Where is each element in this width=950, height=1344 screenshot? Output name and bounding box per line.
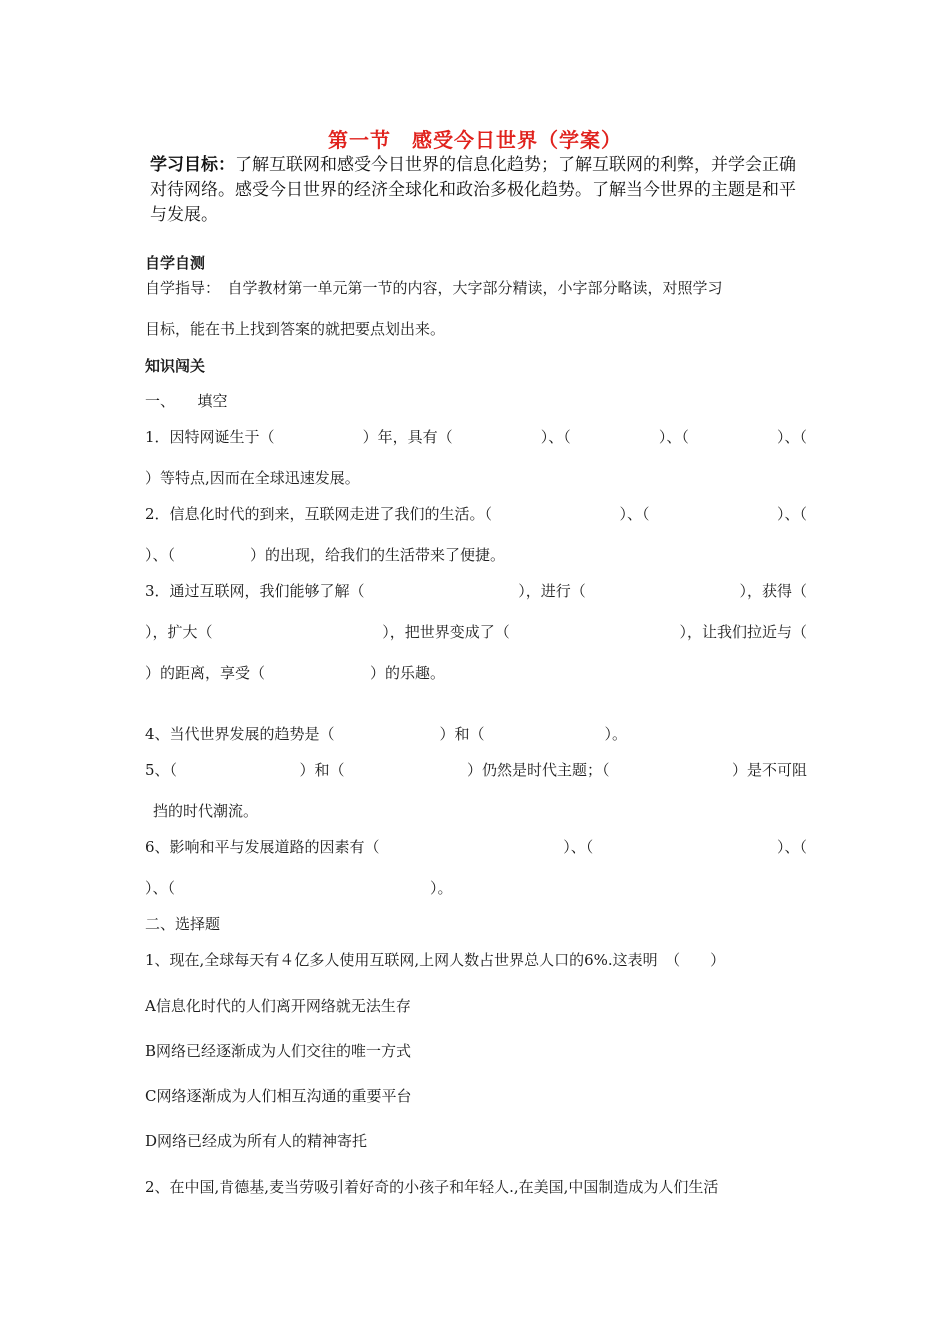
q5-part: ）和（ — [299, 761, 345, 779]
q6-part: ）、（ — [563, 838, 594, 856]
q6-part: ）、（ — [776, 838, 807, 856]
self-study-guide-line2: 目标，能在书上找到答案的就把要点划出来。 — [145, 320, 446, 338]
q1-part: 1．因特网诞生于（ — [145, 428, 275, 446]
question-6-line2: ）、（ ）。 — [145, 879, 453, 897]
q5-part: 5、（ — [145, 761, 178, 779]
self-study-guide-line1 — [145, 277, 807, 298]
question-6-line1 — [145, 836, 807, 857]
objectives-label: 学习目标： — [150, 155, 235, 175]
question-2-line2: ）、（ ）的出现，给我们的生活带来了便捷。 — [145, 546, 506, 564]
question-2-line1 — [145, 503, 807, 524]
question-1-line1 — [145, 426, 807, 447]
question-3-line2 — [145, 621, 807, 642]
page-title: 第一节 感受今日世界（学案） — [328, 128, 622, 152]
q3-part: ），把世界变成了（ — [382, 623, 510, 641]
q6-part: 6、影响和平与发展道路的因素有（ — [145, 838, 380, 856]
q2-part: ）、（ — [776, 505, 807, 523]
mc-question-1-option-a: A信息化时代的人们离开网络就无法生存 — [145, 997, 411, 1015]
question-5-line2: 挡的时代潮流。 — [153, 802, 259, 820]
q1-part: ）年，具有（ — [362, 428, 453, 446]
q2-part: ）、（ — [619, 505, 650, 523]
mc-question-1-stem: 1、现在,全球每天有４亿多人使用互联网,上网人数占世界总人口的6%.这表明 （ ） — [145, 951, 726, 969]
q1-part: ）、（ — [658, 428, 689, 446]
q2-part: 2．信息化时代的到来，互联网走进了我们的生活。（ — [145, 505, 493, 523]
question-1-line2: ）等特点,因而在全球迅速发展。 — [145, 469, 360, 487]
q3-part: 3．通过互联网，我们能够了解（ — [145, 582, 365, 600]
self-study-heading: 自学自测 — [145, 254, 206, 272]
guide-text-1: 自学指导： 自学教材第一单元第一节的内容，大字部分精读，小字部分略读，对照学习 — [145, 279, 723, 297]
mc-question-2-stem: 2、在中国,肯德基,麦当劳吸引着好奇的小孩子和年轻人.,在美国,中国制造成为人们生活 — [145, 1178, 719, 1196]
q1-part: ）、（ — [776, 428, 807, 446]
question-3-line3: ）的距离，享受（ ）的乐趣。 — [145, 664, 446, 682]
q3-part: ），扩大（ — [145, 623, 213, 641]
q3-part: ），获得（ — [739, 582, 807, 600]
question-3-line1 — [145, 580, 807, 601]
objectives-text: 了解互联网和感受今日世界的信息化趋势；了解互联网的利弊，并学会正确对待网络。感受今日世界的经济全球化和政治多极化趋势。了解当今世界的主题是和平与发展。 — [150, 155, 796, 225]
mc-question-1-option-b: B网络已经逐渐成为人们交往的唯一方式 — [145, 1042, 412, 1060]
mc-question-1-option-d: D网络已经成为所有人的精神寄托 — [145, 1132, 368, 1150]
q5-part: ）仍然是时代主题；（ — [467, 761, 610, 779]
knowledge-heading: 知识闯关 — [145, 357, 206, 375]
section-multiple-choice: 二、选择题 — [145, 915, 221, 933]
mc-question-1-option-c: C网络逐渐成为人们相互沟通的重要平台 — [145, 1087, 412, 1105]
learning-objectives — [150, 153, 802, 228]
question-4: 4、当代世界发展的趋势是（ ）和（ ）。 — [145, 725, 628, 743]
q3-part: ），进行（ — [518, 582, 586, 600]
section-fill-blank: 一、 填空 — [145, 392, 228, 410]
q3-part: ），让我们拉近与（ — [679, 623, 807, 641]
q5-part: ）是不可阻 — [731, 761, 807, 779]
q1-part: ）、（ — [540, 428, 571, 446]
question-5-line1 — [145, 759, 807, 780]
